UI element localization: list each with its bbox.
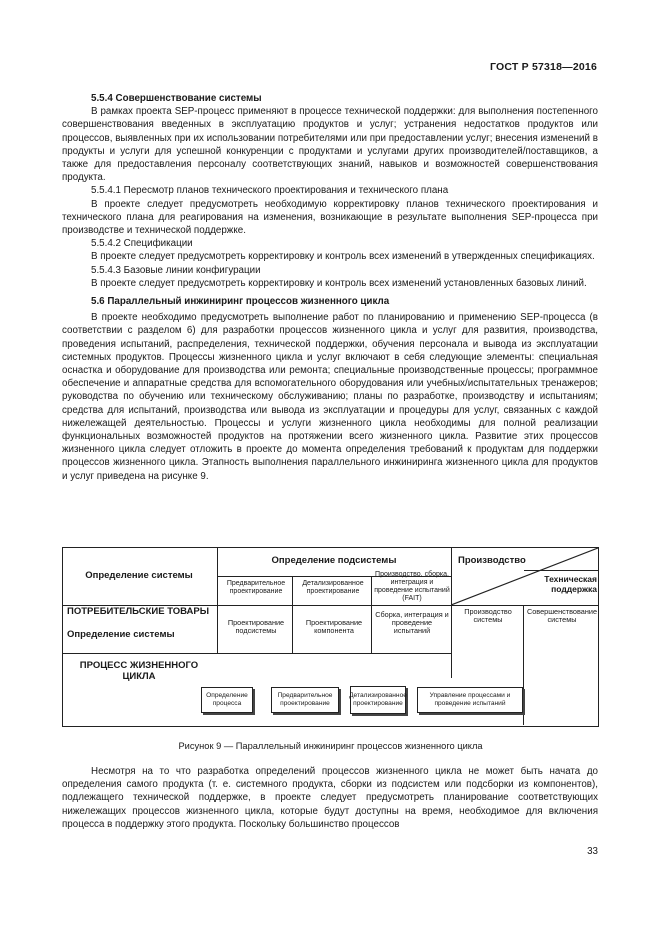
section-5-5-4-3-title: 5.5.4.3 Базовые линии конфигурации	[91, 264, 261, 276]
body-text	[62, 92, 598, 483]
paragraph: Несмотря на то что разработка определений процессов жизненного цикла не может быть начата до определения самого продукта (т. е. системного продукта, сборки из подсистем или подсборки из компонентов), подлежащего технической поддержке, в проекте следует предусмотреть планирование соответствующих нижележащих процессов жизненного цикла, которые будут доступны на время, необходимое для включения процесса в поддержку этого продукта. Поскольку большинство процессов	[62, 766, 598, 830]
section-5-5-4-title: 5.5.4 Совершенствование системы	[91, 93, 262, 104]
detailed-design-label: Детализированное проектирование	[302, 580, 364, 595]
paragraph: В проекте следует предусмотреть корректировку и контроль всех изменений установленных базовых линий.	[91, 277, 587, 289]
design-subsystems-label: Проектирование подсистемы	[227, 618, 285, 635]
document-id: ГОСТ Р 57318—2016	[489, 61, 597, 73]
box-prelim-design: Предварительное проектирование	[271, 687, 339, 713]
improve-system-label: Совершенствование системы	[526, 607, 598, 624]
paragraph: В проекте следует предусмотреть корректировку и контроль всех изменений в утвержденных спецификациях.	[91, 251, 595, 263]
box-def-process: Определение процесса	[201, 687, 253, 713]
def-systems-row-label: Определение системы	[67, 629, 175, 640]
preliminary-design-label: Предварительное проектирование	[226, 580, 286, 595]
figure-9-diagram	[62, 547, 599, 727]
consumer-goods-label: ПОТРЕБИТЕЛЬСКИЕ ТОВАРЫ	[67, 606, 210, 617]
section-5-5-4-2-title: 5.5.4.2 Спецификации	[91, 238, 193, 250]
paragraph: В проекте необходимо предусмотреть выполнение работ по планированию и применению SEP-процесса (в соответствии с разделом 6) для разработки процессов жизненного цикла и услуг для развития, производства, проведения испытаний, распределения, технической поддержки, обучения персонала и вывода из эксплуатации системных продуктов. Процессы жизненного цикла и услуг включают в себя следующие элементы: специальная оснастка и оборудование для производства или ремонта; специальные производственные процессы; программное обеспечение и аппаратные средства для вспомогательного оборудования или учебных/испытательных тренажеров; руководства по обучению или техническому обслуживанию; планы по разработке, производству и испытаниям; средства для испытаний, производства или вывода из эксплуатации и процедуры для услуг, связанных с каждой нижележащей деятельностью. Процессы и услуги жизненного цикла необходимы для полной реализации функциональных возможностей продуктов на протяжении всего жизненного цикла. Развитие этих процессов жизненного цикла следует отложить в проекте до момента определения требований к продуктам для поддержки процессов жизненного цикла. Этапность выполнения параллельного инжиниринга жизненного цикла для продуктов и услуг приведена на рисунке 9.	[62, 312, 598, 482]
paragraph: В рамках проекта SEP-процесс применяют в процессе технической поддержки: для выполнения постепенного совершенствования введенных в эксплуатацию продуктов и услуг; устранения недостатков продуктов или процессов, выявленных при их использовании потребителями или при предоставлении услуг; внесения изменений в продукты и услуги для успешной конкуренции с продуктами и услугами других производителей/поставщиков, а также для предоставления персоналу соответствующих знаний, навыков и возможностей совершенствования продукта.	[62, 106, 598, 184]
tech-support-label: Техническая поддержка	[544, 574, 597, 594]
section-5-5-4-1-title: 5.5.4.1 Пересмотр планов технического проектирования и технического плана	[91, 185, 449, 197]
box-detailed-design: Детализированное проектирование	[350, 686, 406, 714]
paragraph: В проекте следует предусмотреть необходимую корректировку планов технического проектирования и технического плана для реагирования на изменения, возникающие в результате выполнения SEP-процесса при производстве и технической поддержке.	[62, 198, 598, 237]
fait-label: Производство, сборка, интеграция и проведение испытаний (FAIT)	[374, 571, 450, 602]
lifecycle-process-label: ПРОЦЕСС ЖИЗНЕННОГО ЦИКЛА	[79, 660, 199, 682]
prod-system-label: Производство системы	[464, 607, 512, 624]
continued-text	[62, 765, 598, 831]
page-number: 33	[587, 846, 598, 857]
section-5-6-title: 5.6 Параллельный инжиниринг процессов жизненного цикла	[91, 296, 390, 308]
production-label: Производство	[458, 555, 526, 566]
def-subsystems-label: Определение подсистемы	[271, 555, 397, 566]
figure-caption: Рисунок 9 — Параллельный инжиниринг процессов жизненного цикла	[178, 741, 483, 751]
assembly-integration-label: Сборка, интеграция и проведение испытаний	[375, 610, 449, 635]
def-systems-label: Определение системы	[85, 570, 193, 581]
box-manage-processes: Управление процессами и проведение испытаний	[417, 687, 523, 713]
design-components-label: Проектирование компонента	[305, 618, 363, 635]
